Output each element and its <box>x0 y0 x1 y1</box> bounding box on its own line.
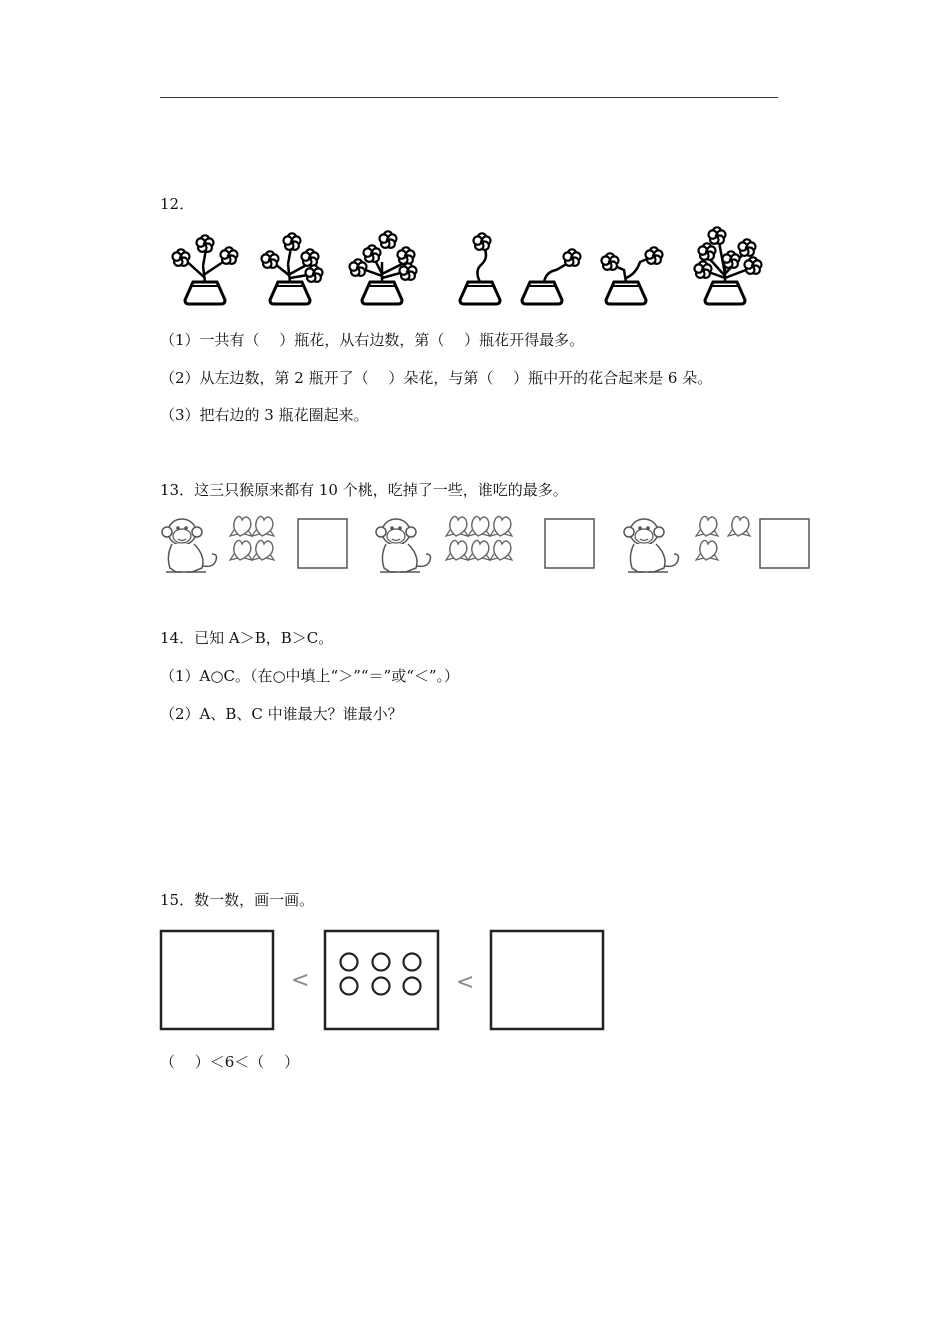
q12-sub2: （2）从左边数，第 2 瓶开了（ ）朵花，与第（ ）瓶中开的花合起来是 6 朵。 <box>160 369 713 387</box>
q15-title: 15．数一数，画一画。 <box>160 891 315 909</box>
vase-4 <box>460 233 500 304</box>
q12-number: 12． <box>160 195 195 213</box>
vase-1 <box>173 235 238 304</box>
circle <box>404 954 421 971</box>
monkey-group-2 <box>376 516 594 572</box>
answer-box-1[interactable] <box>298 519 347 568</box>
circle <box>341 954 358 971</box>
monkey-group-1 <box>162 516 347 572</box>
answer-box-2[interactable] <box>545 519 594 568</box>
less-than-symbol-1: < <box>291 968 310 993</box>
q13-title: 13．这三只猴原来都有 10 个桃，吃掉了一些，谁吃的最多。 <box>160 481 568 499</box>
q14-sub1: （1）A○C。（在○中填上“＞”“＝”或“＜”。） <box>160 667 460 685</box>
circle <box>341 978 358 995</box>
right-draw-box[interactable] <box>491 931 603 1029</box>
q14-title: 14．已知 A＞B，B＞C。 <box>160 629 334 647</box>
q12-sub1: （1）一共有（ ）瓶花，从右边数，第（ ）瓶花开得最多。 <box>160 331 585 349</box>
q12-sub3: （3）把右边的 3 瓶花圈起来。 <box>160 406 369 424</box>
vase-6 <box>602 247 663 304</box>
vase-3 <box>350 231 417 304</box>
monkeys-peaches-figure <box>158 510 818 580</box>
less-than-symbol-2: < <box>456 970 475 995</box>
header-rule <box>160 97 778 98</box>
circle <box>373 978 390 995</box>
compare-boxes-figure <box>159 929 609 1033</box>
q14-sub2: （2）A、B、C 中谁最大？谁最小？ <box>160 705 403 723</box>
answer-box-3[interactable] <box>760 519 809 568</box>
vase-7 <box>695 227 762 304</box>
vase-2 <box>262 233 323 304</box>
circle <box>404 978 421 995</box>
flower-vases-figure <box>160 226 770 316</box>
monkey-group-3 <box>624 516 809 572</box>
q15-answer-line: （ ）＜6＜（ ） <box>160 1053 300 1071</box>
vase-5 <box>522 249 581 304</box>
circle <box>373 954 390 971</box>
left-draw-box[interactable] <box>161 931 273 1029</box>
